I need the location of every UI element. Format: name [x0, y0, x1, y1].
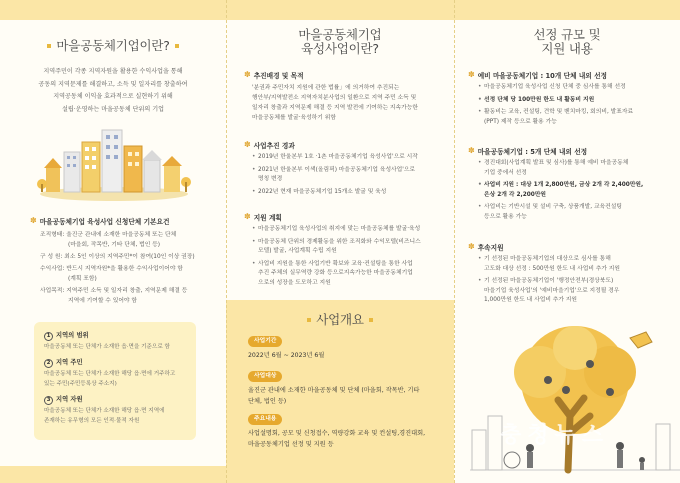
pre-enterprise-list [478, 83, 674, 130]
plan-list [252, 225, 450, 292]
tree-illustration [470, 320, 680, 483]
overview-title: 사업개요 [226, 310, 454, 328]
requirements-heading: ✽ 마을공동체기업 육성사업 신청단체 기본요건 [30, 216, 170, 226]
definition-title: 1 지역의 범위 [44, 330, 186, 341]
definition-title: 3 지역 자원 [44, 394, 186, 405]
list-item: • 사업비 지원을 통한 사업기반 확보와 교육·컨설팅을 통한 사업 추진 주체의 실무역량 강화 등으로지속가능한 마을공동체기업 으로의 성장을 도모하고 지원 [252, 260, 450, 289]
requirement-row: 수익사업: 반드시 지역자원*을 활용한 수익사업이어야 함 [40, 266, 183, 272]
list-item: • 2022년 현재 마을공동체기업 15개소 발굴 및 육성 [252, 188, 450, 198]
list-item: • 사업비는 기반시설 및 설비 구축, 상품개발, 교육컨설팅 등으로 활용 가능 [478, 203, 674, 222]
panel3-title: 선정 규모 및 지원 내용 [533, 27, 601, 56]
list-item: • 활동비는 교육, 컨설팅, 견학 및 벤치마킹, 회의비, 발표자료 (PPT) 제작 등으로 활용 가능 [478, 108, 674, 127]
flower-bullet-icon: ✽ [468, 242, 475, 251]
definition-desc: 마을공동체 또는 단체가 소재한 해당 읍·면에 거주하고 있는 주민(주민등록상 주소지) [44, 371, 176, 387]
background-text: '분권과 주민자치 지원에 관한 법률」에 의거하여 추진되는 행안부/지역발전소 지역자치분사업의 일환으로 지역 주민 소득 및 일자리 창출과 지역문제 해결 등 지역 발전에 기여하는 지속가능한 마을공동체를 발굴·육성하기 위함 [252, 85, 418, 121]
square-bullet-icon [175, 44, 179, 48]
panel2-title: 마을공동체기업 육성사업이란? [298, 27, 382, 56]
follow-up-list [478, 255, 674, 309]
square-bullet-icon [307, 318, 311, 322]
panel1-title: 마을공동체기업이란? [0, 36, 226, 54]
panel-selection-support [454, 0, 680, 483]
list-item: • 2019년 한울본부 1호 ·1촌 마을공동체기업 육성사업'으로 시작 [252, 153, 450, 163]
flower-bullet-icon: ✽ [468, 146, 475, 155]
list-item: • 선정 단체 당 100만원 한도 내 활동비 지원 [478, 96, 674, 106]
top-band [454, 0, 680, 20]
list-item: • 마을공동체 단위의 경제활동을 위한 조직화와 수익모델(비즈니스 모델) 발굴, 사업계획 수립 지원 [252, 238, 450, 257]
panel-enterprise-program [226, 0, 454, 483]
fold-line [226, 0, 227, 483]
requirements-list: 조직형태: 울진군 관내에 소재한 마을공동체 또는 단체 (마을회, 작목반, 기타 단체, 법인 등) 구 성 원: 최소 5인 이상의 지역주민*이 참여(10인 이상 권장) 수익사업: 반드시 지역자원*을 활용한 수익사업이어야 함 (계획 포함) 사업목적: 지역주민 소득 및 일자리 창출, 지역문제 해결 등 지역에 기여할 수 있어야 함 [40, 230, 222, 306]
period-text: 2022년 6월 ~ 2023년 6월 [248, 352, 325, 359]
square-bullet-icon [369, 318, 373, 322]
target-text: 울진군 관내에 소재한 마을공동체 및 단체 (마을회, 작목반, 기타 단체, 법인 등) [248, 387, 420, 405]
follow-up-heading: ✽ 후속지원 [468, 242, 504, 252]
definition-desc: 마을공동체 또는 단체가 소재한 해당 읍·면 지역에 존재하는 유무형의 모든 인적·물적 자원 [44, 408, 165, 424]
progress-list [252, 153, 450, 200]
requirement-row: 구 성 원: 최소 5인 이상의 지역주민*이 참여(10인 이상 권장) [40, 254, 195, 260]
enterprise-list [478, 159, 674, 226]
target-tag: 사업대상 [248, 371, 282, 382]
content-tag: 주요내용 [248, 414, 282, 425]
town-illustration [36, 122, 192, 202]
content-text: 사업설명회, 공모 및 신청접수, 역량강화 교육 및 컨설팅,경진대회, 마을공동체기업 선정 및 지원 등 [248, 430, 426, 448]
panel-what-is-community-enterprise [0, 0, 226, 483]
square-bullet-icon [47, 44, 51, 48]
fold-line [454, 0, 455, 483]
definition-title: 2 지역 주민 [44, 357, 186, 368]
flower-bullet-icon: ✽ [30, 216, 37, 225]
list-item: • 경진대회(사업계획 발표 및 심사)를 통해 예비 마을공동체 기업 중에서 선정 [478, 159, 674, 178]
panel1-lead: 지역주민이 각종 지역자원을 활용한 수익사업을 통해 공동의 지역문제를 해결하고, 소득 및 일자리를 창출하여 지역공동체 이익을 효과적으로 실현하기 위해 설립·운영하는 마을공동체 단위의 기업 [38, 68, 188, 113]
flower-bullet-icon: ✽ [468, 70, 475, 79]
flower-bullet-icon: ✽ [244, 212, 251, 221]
requirement-row: 사업목적: 지역주민 소득 및 일자리 창출, 지역문제 해결 등 [40, 288, 188, 294]
top-band [226, 0, 454, 20]
pre-enterprise-heading: ✽ 예비 마을공동체기업 : 10개 단체 내외 선정 [468, 70, 608, 80]
enterprise-heading: ✽ 마을공동체기업 : 5개 단체 내외 선정 [468, 146, 588, 156]
list-item: • 마을공동체기업 육성사업의 취지에 맞는 마을공동체를 발굴·육성 [252, 225, 450, 235]
list-item: • 기 선정된 마을공동체기업의 대상으로 심사를 통해 고도화 대상 선정 : 500만원 한도 내 사업비 추가 지원 [478, 255, 674, 274]
progress-heading: ✽ 사업추진 경과 [244, 140, 295, 150]
flower-bullet-icon: ✽ [244, 70, 251, 79]
top-band [0, 0, 226, 20]
flower-bullet-icon: ✽ [244, 140, 251, 149]
watermark: 충청뉴스 [500, 423, 610, 448]
requirement-row: 조직형태: 울진군 관내에 소재한 마을공동체 또는 단체 [40, 232, 177, 238]
period-tag: 사업기간 [248, 336, 282, 347]
plan-heading: ✽ 지원 계획 [244, 212, 282, 222]
list-item: • 기 선정된 마을공동체기업이 '행정안전부(경상북도) 마을기업 육성사업'의 '예비마을기업'으로 지정될 경우 1,000만원 한도 내 사업비 추가 지원 [478, 277, 674, 306]
list-item: • 마을공동체기업 육성사업 신청 단체 중 심사를 통해 선정 [478, 83, 674, 93]
background-heading: ✽ 추진배경 및 목적 [244, 70, 304, 80]
bottom-band [0, 466, 226, 483]
list-item: • 2021년 한울본부 이색(올림픽) 마을공동체기업 육성사업'으로 명칭 변경 [252, 166, 450, 185]
list-item: • 사업비 지원 : 대상 1개 2,800만원, 금상 2개 각 2,400만원, 은상 2개 각 2,200만원 [478, 181, 674, 200]
definitions-box: 1 지역의 범위 마을공동체 또는 단체가 소재한 읍·면을 기준으로 함 2 지역 주민 마을공동체 또는 단체가 소재한 해당 읍·면에 거주하고 있는 주민(주민등록상 주소지) 3 지역 자원 마을공동체 또는 단체가 소재한 해당 읍·면 지역에 존재하는 유무형의 모든 인적·물적 자원 [34, 322, 196, 440]
